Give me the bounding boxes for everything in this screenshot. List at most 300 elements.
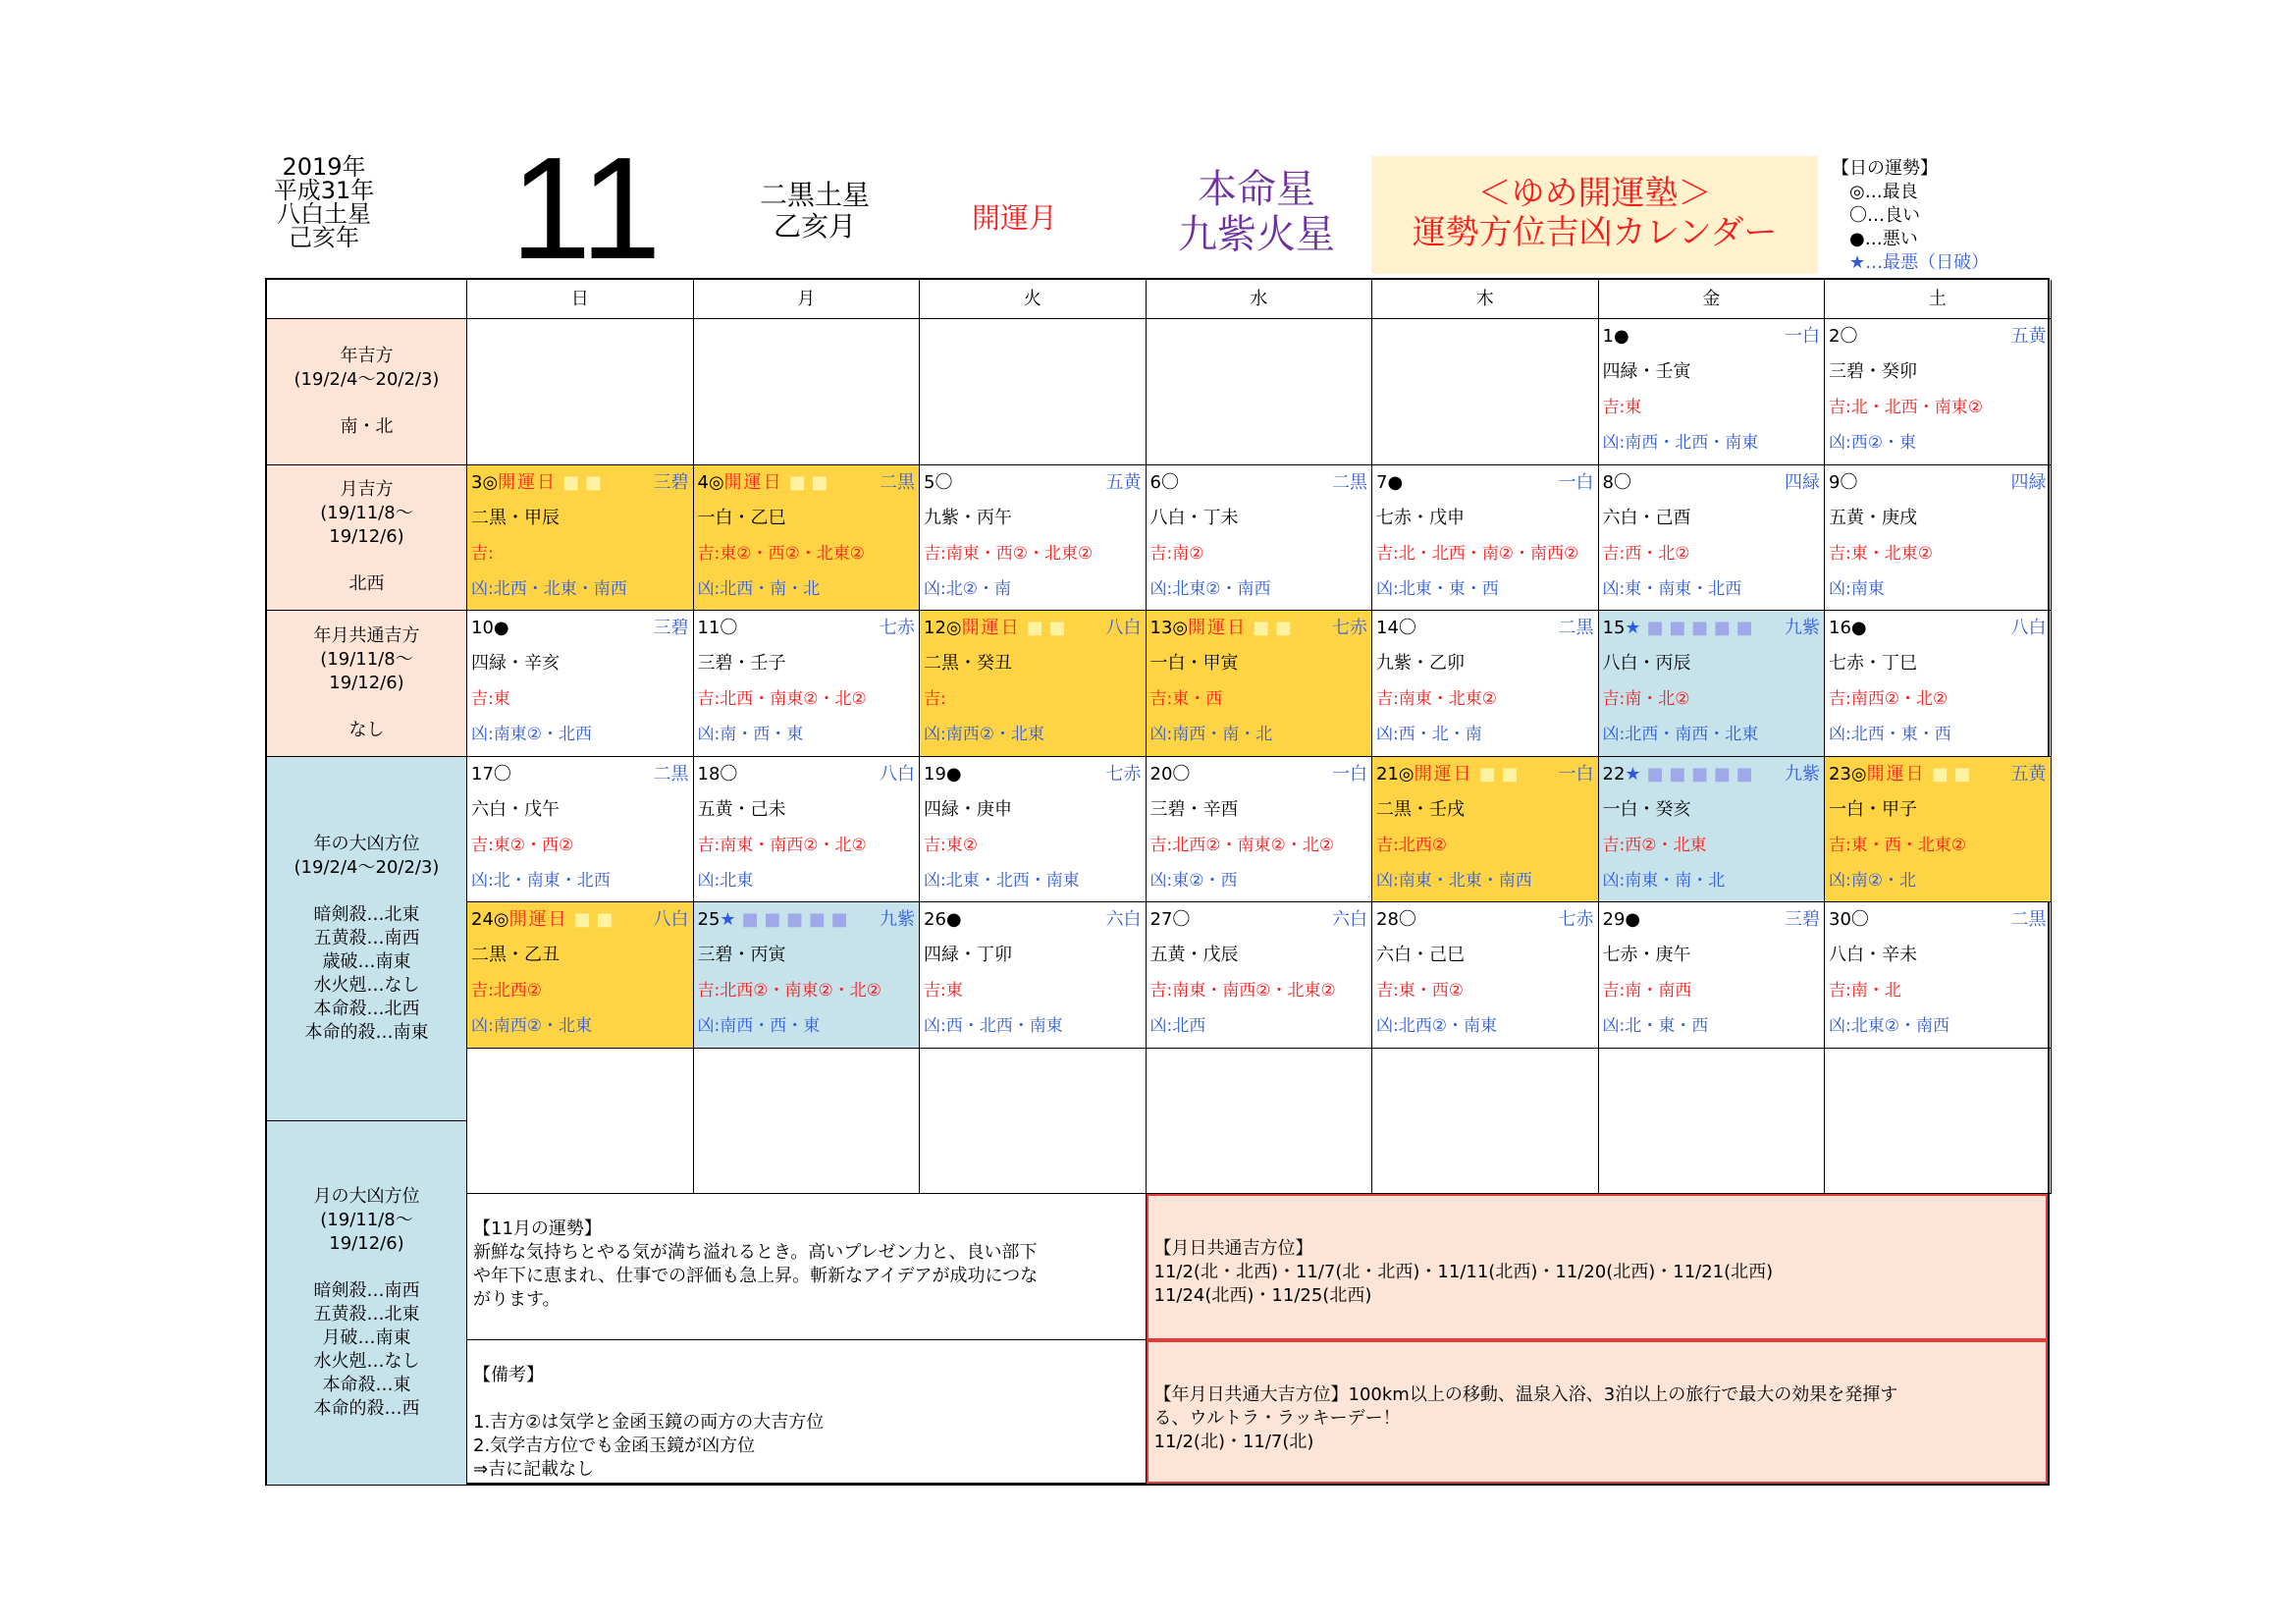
- fortune-mark: ◎: [708, 471, 724, 493]
- side-label-line: 本命的殺…西: [313, 1397, 420, 1419]
- day-number: 21: [1376, 763, 1399, 785]
- day-header-row: [1829, 469, 2047, 501]
- day-header-row: [471, 761, 689, 792]
- side-label-line: なし: [348, 719, 385, 740]
- lucky-directions: 吉:東・西: [1149, 689, 1223, 709]
- day-kanshi: 七赤・丁巳: [1829, 653, 1917, 674]
- side-label-line: 水火剋…なし: [313, 974, 420, 996]
- day-header-row: [924, 469, 1142, 501]
- title-line: ＜ゆめ開運塾＞: [1477, 174, 1712, 213]
- day-kanshi: 一白・甲子: [1829, 798, 1917, 820]
- day-number: 28: [1376, 909, 1399, 930]
- day-header-row: [471, 906, 689, 938]
- nine-star: 二黒: [1332, 471, 1367, 493]
- side-label-year-daikyo: [267, 757, 467, 1121]
- day-cell[interactable]: [1599, 757, 1826, 903]
- month-star: [726, 180, 903, 243]
- fortune-mark: 〇: [1172, 763, 1191, 785]
- lucky-day-label: 開運日: [508, 909, 568, 930]
- side-label-common-kippo: [267, 611, 467, 757]
- side-label-line: 歳破…南東: [322, 950, 411, 972]
- fortune-mark: 〇: [1172, 909, 1191, 930]
- day-header-row: [698, 615, 916, 646]
- unlucky-directions: 凶:北東・北西・南東: [924, 870, 1080, 891]
- lucky-directions: 吉:北西②: [1376, 835, 1447, 855]
- side-label-line: 本命殺…北西: [313, 998, 420, 1019]
- lucky-day-label: 開運日: [498, 471, 558, 493]
- calendar-title: [1371, 156, 1818, 274]
- day-number: 12: [924, 618, 946, 638]
- day-of-week-header: 月: [694, 280, 921, 319]
- day-kanshi: 七赤・戊申: [1376, 507, 1465, 528]
- fortune-mark: ◎: [482, 471, 499, 493]
- fortune-mark: 〇: [493, 763, 511, 785]
- nine-star: 一白: [1558, 763, 1594, 785]
- nine-star: 二黒: [1558, 618, 1594, 638]
- day-number: 5: [924, 471, 935, 493]
- day-kanshi: 三碧・丙寅: [697, 945, 786, 965]
- day-number: 26: [924, 909, 946, 930]
- year-info: [265, 155, 383, 249]
- day-header-row: [924, 761, 1142, 792]
- nine-star: 七赤: [880, 618, 915, 638]
- fortune-mark: 〇: [1840, 326, 1858, 347]
- note-line: 【11月の運勢】: [473, 1218, 602, 1239]
- fortune-mark: 〇: [934, 471, 953, 493]
- nine-star: 二黒: [653, 763, 689, 785]
- day-cell[interactable]: [1147, 611, 1373, 757]
- calendar-grid: [265, 278, 2050, 1486]
- empty-day-cell: [467, 1049, 694, 1195]
- legend-item: ◎…最良: [1849, 182, 1918, 202]
- nine-star: 四緑: [2010, 471, 2047, 493]
- day-cell[interactable]: [694, 611, 921, 757]
- unlucky-directions: 凶:東②・西: [1149, 870, 1238, 891]
- note-line: 11/2(北・北西)・11/7(北・北西)・11/11(北西)・11/20(北西)・11/21(北西): [1153, 1262, 1774, 1282]
- day-of-week-header: 火: [920, 280, 1147, 319]
- lucky-directions: 吉:南・北: [1829, 981, 1901, 1001]
- empty-day-cell: [920, 1049, 1147, 1195]
- day-cell[interactable]: [694, 757, 921, 903]
- day-number: 8: [1602, 471, 1614, 493]
- lucky-month-label: 開運月: [972, 201, 1058, 235]
- lucky-directions: 吉:西・北②: [1602, 543, 1690, 564]
- side-label-line: [267, 880, 466, 903]
- month-fortune-note: [467, 1194, 1147, 1340]
- nine-star: 七赤: [1105, 763, 1142, 785]
- side-label-year-kippo: [267, 319, 467, 465]
- day-kanshi: 五黄・庚戌: [1829, 507, 1917, 528]
- side-label-line: 五黄殺…北東: [313, 1303, 420, 1325]
- day-kanshi: 三碧・癸卯: [1829, 361, 1917, 382]
- day-number: 1: [1602, 326, 1614, 347]
- day-kanshi: 三碧・壬子: [697, 653, 786, 674]
- unlucky-directions: 凶:東・南東・北西: [1602, 578, 1742, 599]
- note-line: ⇒吉に記載なし: [473, 1458, 595, 1480]
- side-label-line: [267, 695, 466, 719]
- day-cell[interactable]: [1372, 611, 1599, 757]
- fortune-mark: ●: [945, 763, 962, 785]
- side-label-line: (19/2/4～20/2/3): [294, 856, 440, 878]
- day-number: 20: [1149, 763, 1173, 785]
- lucky-directions: 吉:南②: [1149, 543, 1204, 564]
- day-number: 25: [697, 909, 721, 930]
- lucky-directions: 吉:東: [1602, 398, 1642, 417]
- highlight-squares: ■ ■ ■ ■ ■: [741, 909, 848, 930]
- side-label-line: 水火剋…なし: [313, 1350, 420, 1372]
- fortune-mark: ◎: [1398, 763, 1415, 785]
- highlight-squares: ■ ■: [562, 471, 602, 493]
- day-kanshi: 二黒・乙丑: [471, 945, 560, 965]
- title-line: 運勢方位吉凶カレンダー: [1412, 213, 1778, 252]
- day-number: 27: [1149, 909, 1173, 930]
- note-line: 1.吉方②は気学と金函玉鏡の両方の大吉方位: [473, 1411, 825, 1433]
- day-cell[interactable]: [1147, 465, 1373, 612]
- nine-star: 五黄: [2010, 326, 2047, 347]
- day-number: 11: [697, 618, 721, 638]
- day-cell[interactable]: [1825, 465, 2052, 612]
- nine-star: 八白: [1105, 618, 1142, 638]
- common-ymd-note: [1147, 1340, 2049, 1485]
- lucky-directions: 吉:東②・西②: [471, 835, 574, 855]
- unlucky-directions: 凶:西・北・南: [1376, 725, 1482, 744]
- month-star-line: 乙亥月: [773, 210, 856, 243]
- lucky-directions: 吉:東・西②: [1376, 981, 1464, 1001]
- fortune-mark: ★: [720, 909, 736, 930]
- highlight-squares: ■ ■: [1931, 763, 1971, 785]
- day-number: 18: [697, 763, 721, 785]
- side-label-line: 19/12/6): [329, 672, 404, 693]
- day-cell[interactable]: [1825, 611, 2052, 757]
- day-kanshi: 六白・戊午: [471, 798, 560, 820]
- lucky-day-label: 開運日: [723, 471, 783, 493]
- unlucky-directions: 凶:南西・西・東: [697, 1016, 821, 1036]
- day-header-row: [1603, 323, 1821, 354]
- nine-star: 四緑: [1785, 471, 1820, 493]
- lucky-directions: 吉:: [924, 689, 946, 709]
- fortune-mark: ★: [1625, 763, 1641, 785]
- side-label-line: [267, 392, 466, 415]
- empty-day-cell: [1372, 319, 1599, 465]
- highlight-squares: ■ ■ ■ ■ ■: [1646, 763, 1753, 785]
- day-cell[interactable]: [1825, 319, 2052, 465]
- month-star-line: 二黒土星: [759, 179, 870, 211]
- day-number: 6: [1149, 471, 1161, 493]
- lucky-day-label: 開運日: [961, 618, 1021, 638]
- nine-star: 八白: [880, 763, 915, 785]
- day-kanshi: 九紫・乙卯: [1376, 653, 1465, 674]
- day-cell[interactable]: [1372, 465, 1599, 612]
- fortune-mark: ●: [1850, 618, 1867, 638]
- day-number: 10: [471, 618, 494, 638]
- year-line: 平成31年: [273, 177, 375, 204]
- note-line: 【備考】: [473, 1364, 544, 1385]
- day-kanshi: 五黄・己未: [697, 798, 786, 820]
- side-label-line: 年吉方: [340, 345, 394, 366]
- fortune-mark: ●: [493, 618, 509, 638]
- day-of-week-header: 水: [1147, 280, 1373, 319]
- day-cell[interactable]: [467, 757, 694, 903]
- remarks-note: [467, 1340, 1147, 1485]
- day-cell[interactable]: [694, 902, 921, 1049]
- unlucky-directions: 凶:北西・東・西: [1829, 725, 1951, 744]
- lucky-directions: 吉:東②: [924, 835, 978, 855]
- day-cell[interactable]: [920, 902, 1147, 1049]
- day-header-row: [1150, 469, 1368, 501]
- side-label-line: 五黄殺…南西: [313, 927, 420, 948]
- day-cell[interactable]: [694, 465, 921, 612]
- day-cell[interactable]: [467, 465, 694, 612]
- day-kanshi: 一白・癸亥: [1602, 798, 1691, 820]
- day-kanshi: 二黒・壬戌: [1376, 798, 1465, 820]
- day-cell[interactable]: [467, 902, 694, 1049]
- fortune-mark: ◎: [945, 618, 962, 638]
- side-label-line: 年月共通吉方: [313, 624, 420, 646]
- unlucky-directions: 凶:南東・南・北: [1602, 870, 1726, 891]
- day-cell[interactable]: [467, 611, 694, 757]
- unlucky-directions: 凶:南②・北: [1829, 870, 1916, 891]
- day-cell[interactable]: [1372, 902, 1599, 1049]
- day-of-week-header: 金: [1599, 280, 1826, 319]
- legend-item: 〇…良い: [1849, 205, 1920, 226]
- day-of-week-header: 木: [1372, 280, 1599, 319]
- fortune-mark: ●: [945, 909, 962, 930]
- unlucky-directions: 凶:南東②・北西: [471, 725, 592, 744]
- side-label-line: 北西: [348, 573, 385, 595]
- lucky-directions: 吉:南東・北東②: [1376, 689, 1497, 709]
- common-month-day-note: [1147, 1194, 2049, 1340]
- day-number: 7: [1376, 471, 1388, 493]
- unlucky-directions: 凶:北西: [1149, 1016, 1206, 1036]
- empty-day-cell: [1825, 1049, 2052, 1195]
- day-cell[interactable]: [1599, 319, 1826, 465]
- day-number: 2: [1829, 326, 1841, 347]
- day-header-row: [1603, 615, 1821, 646]
- day-kanshi: 一白・甲寅: [1149, 653, 1239, 674]
- day-kanshi: 八白・辛未: [1829, 945, 1917, 965]
- nine-star: 六白: [1332, 909, 1367, 930]
- nine-star: 三碧: [1785, 909, 1820, 930]
- day-cell[interactable]: [1599, 611, 1826, 757]
- day-header-row: [1829, 615, 2047, 646]
- day-number: 24: [471, 909, 494, 930]
- day-kanshi: 六白・己酉: [1602, 507, 1691, 528]
- day-header-row: [1376, 906, 1594, 938]
- highlight-squares: ■ ■: [1253, 618, 1292, 638]
- unlucky-directions: 凶:北東: [697, 870, 754, 891]
- day-header-row: [471, 615, 689, 646]
- fortune-mark: ◎: [1850, 763, 1867, 785]
- fortune-mark: 〇: [720, 618, 738, 638]
- day-cell[interactable]: [1372, 757, 1599, 903]
- lucky-directions: 吉:北西②・南東②・北②: [1149, 835, 1334, 855]
- day-number: 4: [697, 471, 709, 493]
- nine-star: 七赤: [1558, 909, 1594, 930]
- unlucky-directions: 凶:北②・南: [924, 578, 1011, 599]
- fortune-mark: ◎: [1172, 618, 1189, 638]
- lucky-directions: 吉:南西②・北②: [1829, 689, 1949, 709]
- lucky-directions: 吉:北西②・南東②・北②: [697, 981, 881, 1001]
- nine-star: 八白: [2010, 618, 2047, 638]
- empty-day-cell: [1147, 1049, 1373, 1195]
- lucky-directions: 吉:東②・西②・北東②: [697, 543, 865, 564]
- lucky-directions: 吉:南・南西: [1602, 981, 1692, 1001]
- day-kanshi: 三碧・辛酉: [1149, 798, 1239, 820]
- nine-star: 三碧: [653, 471, 689, 493]
- day-cell[interactable]: [1825, 757, 2052, 903]
- legend-item: ●…悪い: [1849, 229, 1918, 249]
- side-label-line: 19/12/6): [329, 526, 404, 548]
- day-header-row: [924, 615, 1142, 646]
- day-kanshi: 四緑・辛亥: [471, 653, 560, 674]
- side-label-line: 月破…南東: [322, 1326, 411, 1348]
- day-header-row: [698, 469, 916, 501]
- day-number: 22: [1602, 763, 1626, 785]
- note-line: 2.気学吉方位でも金函玉鏡が凶方位: [473, 1435, 756, 1456]
- unlucky-directions: 凶:南西・南・北: [1149, 725, 1273, 744]
- unlucky-directions: 凶:北東②・南西: [1829, 1016, 1949, 1036]
- note-line: 新鮮な気持ちとやる気が満ち溢れるとき。高いプレゼン力と、良い部下: [473, 1242, 1038, 1263]
- side-label-line: 年の大凶方位: [313, 833, 420, 854]
- day-header-row: [1376, 615, 1594, 646]
- unlucky-directions: 凶:北東②・南西: [1149, 578, 1271, 599]
- unlucky-directions: 凶:北・南東・北西: [471, 870, 611, 891]
- fortune-mark: ★: [1625, 618, 1641, 638]
- side-label-line: 暗剣殺…南西: [313, 1279, 420, 1301]
- fortune-mark: 〇: [1398, 909, 1416, 930]
- nine-star: 一白: [1332, 763, 1367, 785]
- day-number: 29: [1602, 909, 1626, 930]
- day-cell[interactable]: [920, 757, 1147, 903]
- lucky-directions: 吉:東: [924, 981, 963, 1001]
- year-line: 2019年: [282, 153, 366, 181]
- nine-star: 九紫: [880, 909, 915, 930]
- empty-day-cell: [1599, 1049, 1826, 1195]
- unlucky-directions: 凶:南東: [1829, 578, 1885, 599]
- day-number: 23: [1829, 763, 1851, 785]
- day-cell[interactable]: [1147, 902, 1373, 1049]
- legend-item: ★…最悪（日破）: [1849, 252, 1990, 273]
- nine-star: 九紫: [1785, 763, 1820, 785]
- day-cell[interactable]: [1147, 757, 1373, 903]
- unlucky-directions: 凶:南・西・東: [697, 725, 804, 744]
- nine-star: 二黒: [2010, 909, 2047, 930]
- day-number: 14: [1376, 618, 1399, 638]
- side-label-line: 月吉方: [340, 479, 394, 501]
- lucky-directions: 吉:北・北西・南②・南西②: [1376, 543, 1579, 564]
- note-line: る、ウルトラ・ラッキーデー！: [1153, 1407, 1401, 1429]
- day-number: 15: [1602, 618, 1626, 638]
- lucky-day-label: 開運日: [1866, 763, 1926, 785]
- nine-star: 六白: [1105, 909, 1142, 930]
- day-kanshi: 四緑・壬寅: [1602, 361, 1691, 382]
- unlucky-directions: 凶:北東・東・西: [1376, 578, 1499, 599]
- unlucky-directions: 凶:南西・北西・南東: [1602, 433, 1759, 453]
- lucky-day-label: 開運日: [1188, 618, 1248, 638]
- empty-day-cell: [694, 319, 921, 465]
- fortune-mark: 〇: [1160, 471, 1179, 493]
- empty-day-cell: [920, 319, 1147, 465]
- lucky-directions: 吉:東・北東②: [1829, 543, 1933, 564]
- day-header-row: [698, 906, 916, 938]
- fortune-mark: 〇: [1398, 618, 1416, 638]
- day-cell[interactable]: [920, 611, 1147, 757]
- fortune-mark: ●: [1613, 326, 1629, 347]
- day-kanshi: 六白・己巳: [1376, 945, 1465, 965]
- lucky-directions: 吉:東・西・北東②: [1829, 835, 1966, 855]
- day-header-row: [1150, 615, 1368, 646]
- unlucky-directions: 凶:西・北西・南東: [924, 1016, 1063, 1036]
- lucky-day-label: 開運日: [1414, 763, 1473, 785]
- day-header-row: [1150, 906, 1368, 938]
- empty-day-cell: [1372, 1049, 1599, 1195]
- nine-star: 一白: [1785, 326, 1820, 347]
- fortune-mark: 〇: [1840, 471, 1858, 493]
- highlight-squares: ■ ■: [788, 471, 828, 493]
- day-kanshi: 八白・丙辰: [1602, 653, 1691, 674]
- side-label-month-daikyo: [267, 1121, 467, 1486]
- fortune-mark: ◎: [493, 909, 509, 930]
- day-header-row: [471, 469, 689, 501]
- day-header-row: [1150, 761, 1368, 792]
- honmei-star: [1158, 167, 1355, 257]
- honmei-line: 本命星: [1198, 167, 1315, 212]
- day-cell[interactable]: [1825, 902, 2052, 1049]
- day-cell[interactable]: [1599, 465, 1826, 612]
- day-cell[interactable]: [920, 465, 1147, 612]
- unlucky-directions: 凶:南東・北東・南西: [1376, 870, 1532, 891]
- side-label-line: 南・北: [340, 415, 394, 437]
- fortune-mark: ●: [1387, 471, 1404, 493]
- highlight-squares: ■ ■ ■ ■ ■: [1646, 618, 1753, 638]
- highlight-squares: ■ ■: [1478, 763, 1519, 785]
- day-number: 16: [1829, 618, 1851, 638]
- side-label-month-kippo: [267, 465, 467, 612]
- note-line: 【月日共通吉方位】: [1153, 1238, 1313, 1259]
- highlight-squares: ■ ■: [573, 909, 614, 930]
- empty-day-cell: [467, 319, 694, 465]
- day-number: 19: [924, 763, 946, 785]
- day-kanshi: 一白・乙巳: [697, 507, 786, 528]
- year-line: 八白土星: [277, 200, 371, 228]
- unlucky-directions: 凶:北・東・西: [1602, 1016, 1709, 1036]
- side-label-line: (19/11/8～: [320, 1209, 413, 1230]
- day-cell[interactable]: [1599, 902, 1826, 1049]
- day-number: 3: [471, 471, 483, 493]
- lucky-directions: 吉:: [471, 543, 494, 564]
- nine-star: 七赤: [1332, 618, 1367, 638]
- fortune-mark: ●: [1625, 909, 1641, 930]
- day-header-row: [1376, 761, 1594, 792]
- nine-star: 九紫: [1785, 618, 1820, 638]
- day-header-row: [1829, 323, 2047, 354]
- day-header-row: [1829, 761, 2047, 792]
- side-label-line: 月の大凶方位: [313, 1185, 420, 1207]
- day-header-row: [1376, 469, 1594, 501]
- lucky-directions: 吉:東: [471, 689, 510, 709]
- empty-day-cell: [1147, 319, 1373, 465]
- note-line: や年下に恵まれ、仕事での評価も急上昇。斬新なアイデアが成功につな: [473, 1266, 1039, 1286]
- highlight-squares: ■ ■: [1026, 618, 1066, 638]
- side-label-line: [267, 1256, 466, 1279]
- day-kanshi: 四緑・庚申: [924, 798, 1012, 820]
- year-line: 己亥年: [289, 224, 359, 251]
- lucky-directions: 吉:北西②: [471, 981, 542, 1001]
- nine-star: 五黄: [2010, 763, 2047, 785]
- day-kanshi: 七赤・庚午: [1602, 945, 1691, 965]
- honmei-line: 九紫火星: [1178, 212, 1335, 257]
- lucky-directions: 吉:北・北西・南東②: [1829, 398, 1983, 417]
